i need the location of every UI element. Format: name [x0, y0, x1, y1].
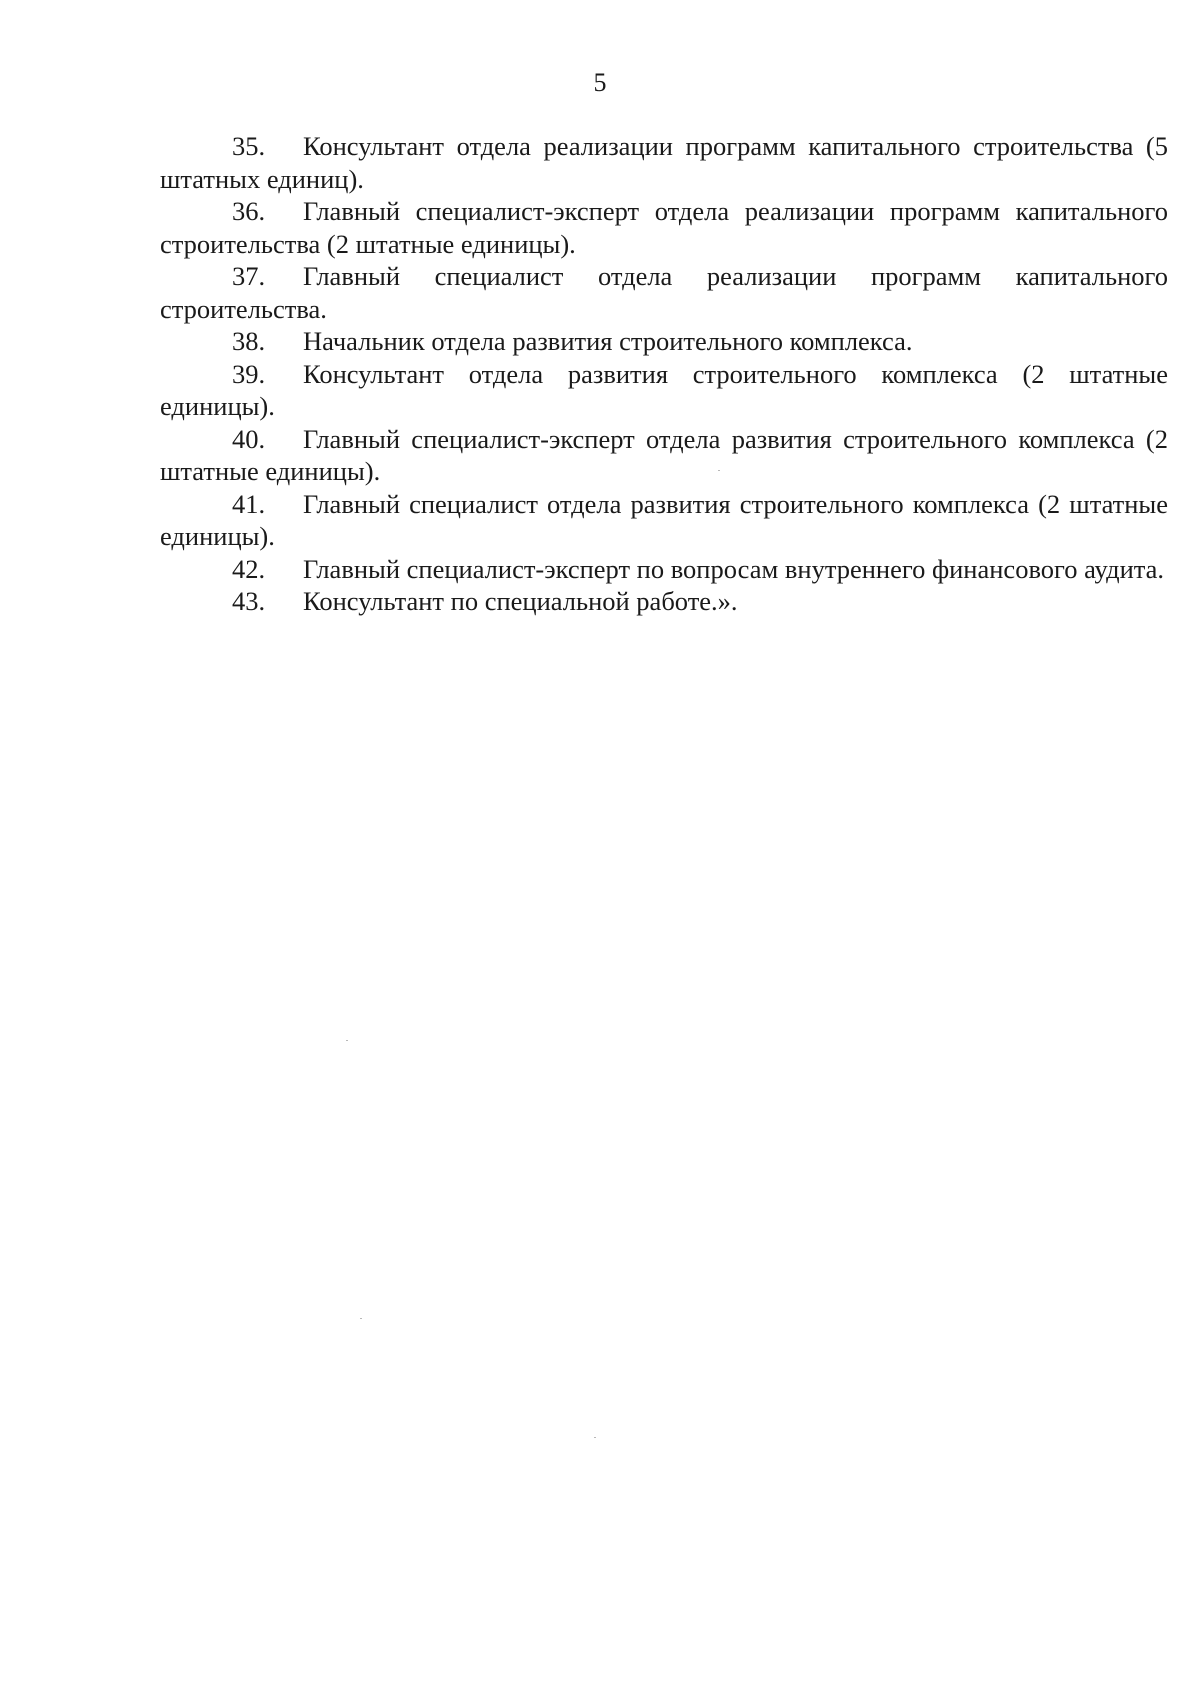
item-number: 41. [232, 488, 266, 519]
list-item [160, 423, 1168, 488]
document-body [160, 130, 1168, 618]
item-number: 36. [232, 196, 266, 226]
item-number: 43. [232, 586, 266, 616]
list-item [160, 585, 1168, 618]
item-number: 39. [232, 358, 266, 389]
item-number: 37. [232, 261, 266, 291]
scan-speck [718, 470, 720, 471]
item-number: 42. [232, 553, 266, 584]
list-item [160, 130, 1168, 195]
scan-speck [594, 1437, 596, 1438]
list-item [160, 488, 1168, 553]
list-item [160, 260, 1168, 325]
item-text: Главный специалист-эксперт отдела развития строительного комплекса (2 штатные единицы). [160, 423, 1168, 486]
item-text: Начальник отдела развития строительного комплекса. [303, 326, 913, 356]
list-item [160, 358, 1168, 423]
list-item [160, 325, 1168, 358]
item-number: 35. [232, 131, 266, 161]
item-text: Консультант отдела реализации программ капитального строительства (5 штатных единиц). [160, 131, 1168, 194]
item-text: Главный специалист отдела реализации программ капитального строительства. [160, 261, 1168, 324]
item-number: 40. [232, 423, 266, 454]
item-text: Главный специалист-эксперт отдела реализации программ капитального строительства (2 штатные единицы). [160, 196, 1168, 259]
scan-speck [346, 1040, 348, 1041]
item-number: 38. [232, 326, 266, 356]
item-text: Консультант отдела развития строительного комплекса (2 штатные единицы). [160, 358, 1168, 421]
list-item [160, 553, 1168, 586]
page-number: 5 [593, 68, 607, 97]
scan-speck [360, 1318, 362, 1319]
item-text: Главный специалист отдела развития строительного комплекса (2 штатные единицы). [160, 488, 1168, 551]
list-item [160, 195, 1168, 260]
item-text: Консультант по специальной работе.». [303, 586, 738, 616]
item-text: Главный специалист-эксперт по вопросам внутреннего финансового аудита. [303, 553, 1165, 584]
